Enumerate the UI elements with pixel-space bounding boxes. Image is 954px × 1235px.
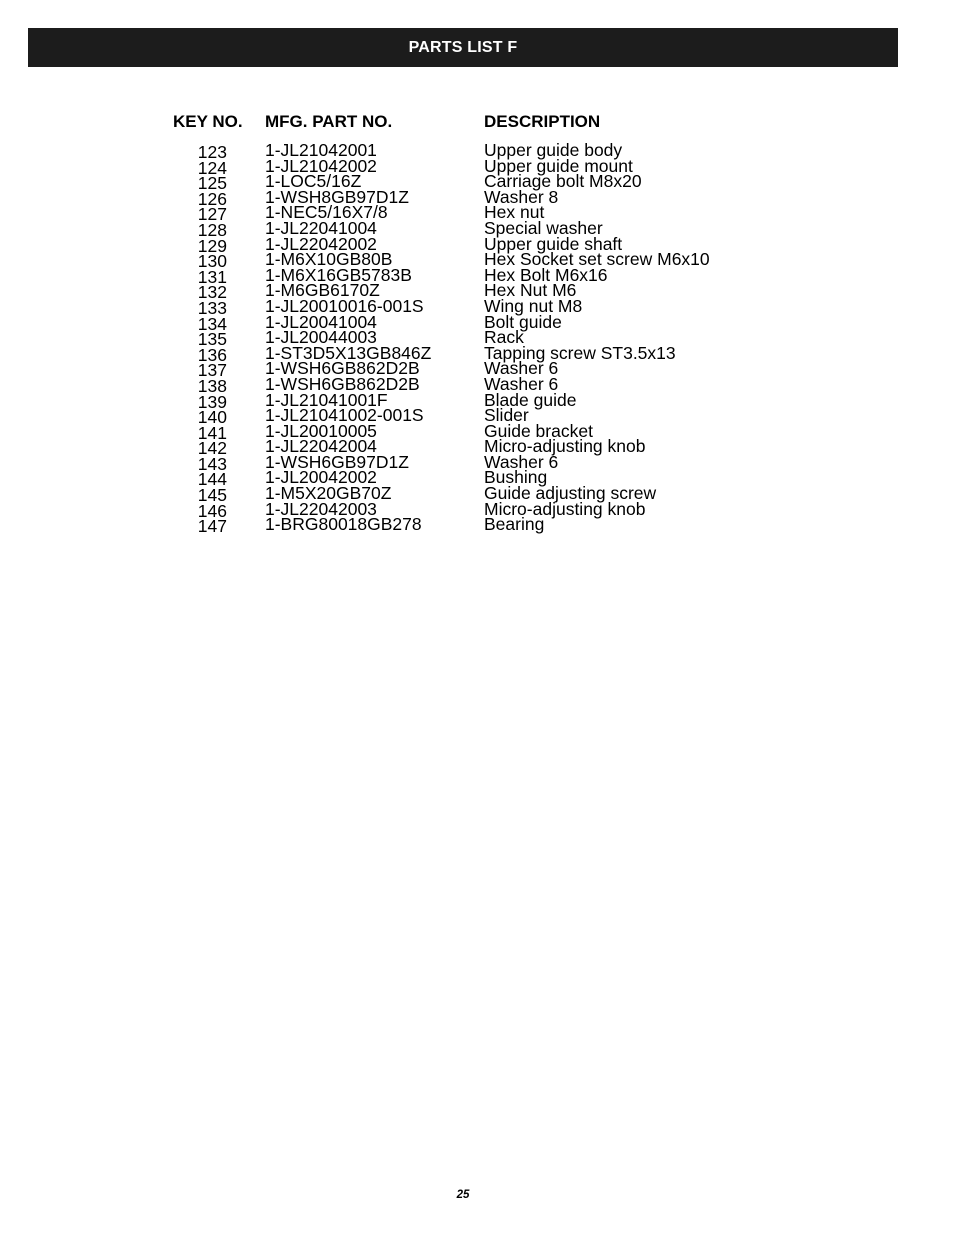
part-description: Guide bracket [484, 420, 593, 441]
mfg-part-no: 1-WSH8GB97D1Z [265, 186, 409, 207]
table-row [0, 436, 954, 459]
key-no-header: KEY NO. [173, 112, 243, 131]
table-row [0, 451, 954, 474]
key-no: 132 [197, 282, 227, 303]
key-no: 137 [197, 360, 227, 381]
table-row [0, 202, 954, 225]
key-no: 139 [197, 391, 227, 412]
part-description: Hex nut [484, 202, 545, 223]
key-no: 147 [197, 516, 227, 537]
table-row [0, 514, 954, 537]
table-row [0, 249, 954, 272]
table-row [0, 373, 954, 396]
mfg-part-no: 1-WSH6GB97D1Z [265, 451, 409, 472]
mfg-part-no: 1-JL20010016-001S [265, 295, 424, 316]
part-description: Blade guide [484, 389, 577, 410]
table-row [0, 342, 954, 365]
part-description: Carriage bolt M8x20 [484, 171, 642, 192]
mfg-part-no: 1-JL20044003 [265, 327, 377, 348]
mfg-part-no: 1-JL21041002-001S [265, 405, 424, 426]
mfg-part-no: 1-JL22042003 [265, 498, 377, 519]
part-description: Bolt guide [484, 311, 562, 332]
table-row [0, 233, 954, 256]
part-description: Hex Socket set screw M6x10 [484, 249, 710, 270]
key-no: 126 [197, 188, 227, 209]
part-description: Upper guide mount [484, 155, 633, 176]
mfg-part-no: 1-M6X10GB80B [265, 249, 393, 270]
page-number: 25 [456, 1189, 470, 1201]
mfg-part-no: 1-JL20041004 [265, 311, 377, 332]
mfg-part-no: 1-M5X20GB70Z [265, 483, 392, 504]
mfg-part-no: 1-M6X16GB5783B [265, 264, 412, 285]
part-description: Slider [484, 405, 529, 426]
mfg-part-no-header: MFG. PART NO. [265, 112, 393, 131]
key-no: 141 [197, 422, 227, 443]
key-no: 125 [197, 173, 227, 194]
part-description: Micro-adjusting knob [484, 436, 646, 457]
table-row [0, 483, 954, 506]
table-row [0, 420, 954, 443]
table-row [0, 155, 954, 178]
key-no: 146 [197, 500, 227, 521]
part-description: Washer 6 [484, 358, 559, 379]
part-description: Bushing [484, 467, 548, 488]
key-no: 134 [197, 313, 227, 334]
part-description: Washer 6 [484, 451, 559, 472]
mfg-part-no: 1-M6GB6170Z [265, 280, 380, 301]
mfg-part-no: 1-JL20010005 [265, 420, 377, 441]
mfg-part-no: 1-NEC5/16X7/8 [265, 202, 388, 223]
key-no: 136 [197, 344, 227, 365]
mfg-part-no: 1-WSH6GB862D2B [265, 373, 420, 394]
mfg-part-no: 1-JL22041004 [265, 217, 377, 238]
table-row [0, 264, 954, 287]
table-row [0, 186, 954, 209]
table-row [0, 467, 954, 490]
key-no: 138 [197, 375, 227, 396]
part-description: Guide adjusting screw [484, 483, 657, 504]
table-row [0, 327, 954, 350]
table-row [0, 358, 954, 381]
page-title: PARTS LIST F [408, 38, 518, 56]
part-description: Rack [484, 327, 524, 348]
key-no: 142 [197, 438, 227, 459]
mfg-part-no: 1-JL21041001F [265, 389, 388, 410]
mfg-part-no: 1-ST3D5X13GB846Z [265, 342, 432, 363]
part-description: Hex Nut M6 [484, 280, 577, 301]
part-description: Upper guide shaft [484, 233, 623, 254]
key-no: 135 [197, 329, 227, 350]
table-row [0, 389, 954, 412]
part-description: Washer 8 [484, 186, 559, 207]
title-bar [28, 28, 898, 67]
key-no: 128 [197, 219, 227, 240]
key-no: 131 [197, 266, 227, 287]
table-row [0, 140, 954, 162]
mfg-part-no: 1-JL21042002 [265, 155, 377, 176]
mfg-part-no: 1-JL21042001 [265, 140, 377, 160]
mfg-part-no: 1-BRG80018GB278 [265, 514, 422, 535]
part-description: Hex Bolt M6x16 [484, 264, 608, 285]
part-description: Bearing [484, 514, 545, 535]
table-row [0, 295, 954, 318]
mfg-part-no: 1-JL20042002 [265, 467, 377, 488]
key-no: 133 [197, 297, 227, 318]
mfg-part-no: 1-LOC5/16Z [265, 171, 362, 192]
part-description: Tapping screw ST3.5x13 [484, 342, 676, 363]
table-row [0, 171, 954, 194]
table-row [0, 311, 954, 334]
description-header: DESCRIPTION [484, 112, 601, 131]
key-no: 129 [197, 235, 227, 256]
table-row [0, 405, 954, 428]
key-no: 145 [197, 485, 227, 506]
key-no: 140 [197, 407, 227, 428]
key-no: 143 [197, 453, 227, 474]
key-no: 144 [197, 469, 227, 490]
key-no: 130 [197, 251, 227, 272]
part-description: Washer 6 [484, 373, 559, 394]
key-no: 123 [197, 142, 227, 162]
part-description: Upper guide body [484, 140, 623, 160]
parts-table [0, 140, 954, 537]
mfg-part-no: 1-JL22042002 [265, 233, 377, 254]
table-row [0, 217, 954, 240]
table-row [0, 280, 954, 303]
part-description: Micro-adjusting knob [484, 498, 646, 519]
part-description: Special washer [484, 217, 603, 238]
table-row [0, 498, 954, 521]
part-description: Wing nut M8 [484, 295, 583, 316]
mfg-part-no: 1-WSH6GB862D2B [265, 358, 420, 379]
key-no: 127 [197, 204, 227, 225]
key-no: 124 [197, 157, 227, 178]
mfg-part-no: 1-JL22042004 [265, 436, 377, 457]
